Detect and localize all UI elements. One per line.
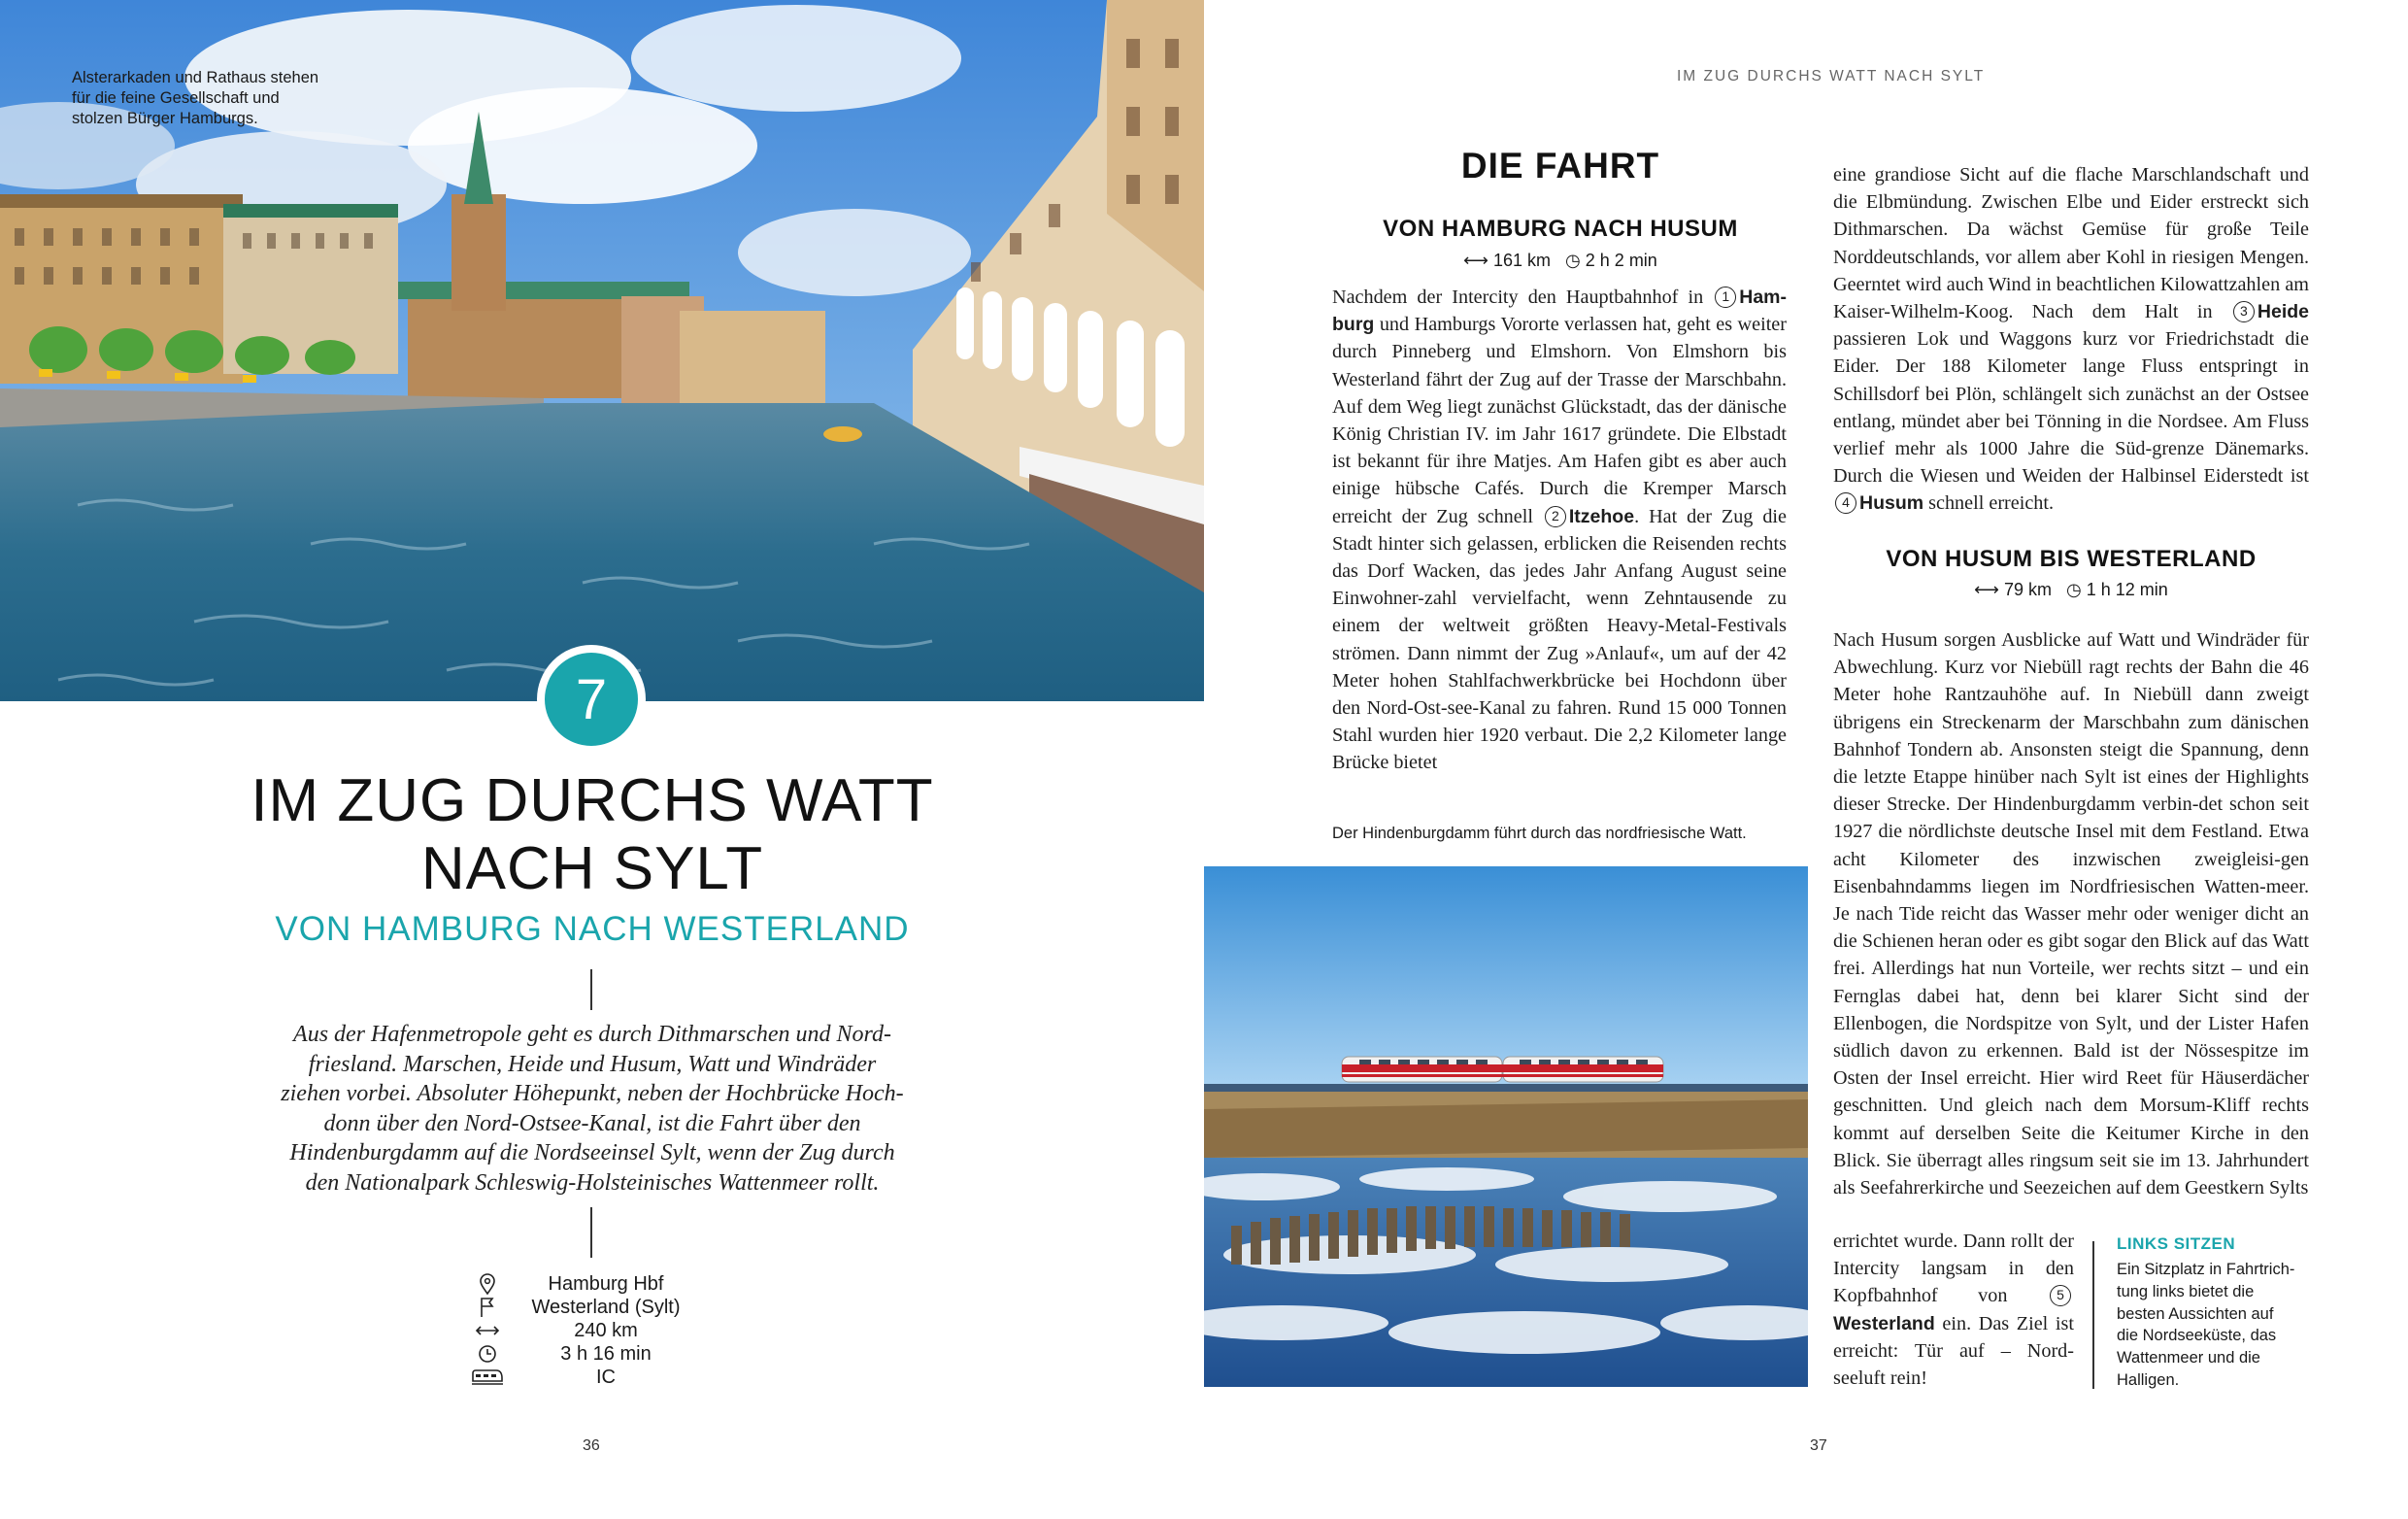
body-text: eine grandiose Sicht auf die flache Marschlandschaft und die Elbmündung. Zwischen Elbe und Eider erstreckt sich Dithmarschen. Da wächst Gemüse für große Teile Norddeutschlands, vor allem aber Kohl in riesigen Mengen. Geerntet wird auch Wind in beachtlichen Kilowattzahlen am Kaiser-Wilhelm-Koog. Nach dem Halt in: [1833, 164, 2309, 323]
fact-train-type-text: IC: [596, 1366, 616, 1388]
stop-name-husum: Husum: [1859, 492, 1924, 515]
body-text: schnell erreicht.: [1923, 492, 2055, 515]
stop-number-marker: 2: [1545, 506, 1566, 527]
train-icon: [466, 1367, 509, 1388]
leg1-meta: [1332, 251, 1789, 271]
body-column-2-lower: [1833, 626, 2309, 1201]
fact-destination-text: Westerland (Sylt): [531, 1296, 681, 1318]
running-head: IM ZUG DURCHS WATT NACH SYLT: [1677, 68, 1986, 84]
fact-start: [466, 1272, 757, 1296]
train-photo-caption: Der Hindenburgdamm führt durch das nordfriesische Watt.: [1332, 825, 1747, 842]
distance-arrow-icon: ⟷: [1463, 251, 1488, 270]
body-column-2-end: [1833, 1228, 2074, 1392]
leg1-title: VON HAMBURG NACH HUSUM: [1383, 216, 1738, 242]
body-paragraph: [1833, 1228, 2074, 1392]
fact-duration: [466, 1342, 757, 1366]
route-facts: [466, 1272, 757, 1389]
leg1-duration: 2 h 2 min: [1585, 251, 1657, 270]
fact-start-text: Hamburg Hbf: [548, 1272, 664, 1295]
body-text: ein. Das Ziel ist erreicht: Tür auf – Nord-seeluft rein!: [1833, 1312, 2074, 1390]
page-number-right: 37: [1810, 1437, 1827, 1454]
distance-arrow-icon: [466, 1320, 509, 1341]
route-title: IM ZUG DURCHS WATT NACH SYLT: [251, 767, 934, 902]
tip-title: LINKS SITZEN: [2117, 1234, 2236, 1253]
leg1-distance: 161 km: [1493, 251, 1552, 270]
clock-icon: [466, 1343, 509, 1365]
right-page: [1204, 0, 2408, 1519]
leg2-duration: 1 h 12 min: [2086, 580, 2168, 599]
section-title: DIE FAHRT: [1460, 146, 1660, 186]
location-pin-icon: [466, 1273, 509, 1295]
divider-rule-bottom: [590, 1207, 592, 1258]
body-text: . Hat der Zug die Stadt hinter sich gelassen, erblicken die Reisenden rechts das Dorf Wacken, das jedes Jahr Anfang August seine Einwohner-zahl vervielfacht, wenn Zehntausende zu einem der weltweit größten Heavy-Metal-Festivals strömen. Dann nimmt der Zug »Anlauf«, um auf der 42 Meter hohen Stahlfachwerkbrücke bei Hochdonn über den Nord-Ost-see-Kanal zu fahren. Rund 15 000 Tonnen Stahl wurden hier 1920 verbaut. Die 2,2 Kilometer lange Brücke bietet: [1332, 505, 1787, 774]
stop-number-marker: 1: [1715, 287, 1736, 308]
stop-name-itzehoe: Itzehoe: [1568, 505, 1635, 527]
leg2-title: VON HUSUM BIS WESTERLAND: [1886, 546, 2257, 572]
stop-number-marker: 5: [2050, 1285, 2071, 1306]
route-intro-text: Aus der Hafenmetropole geht es durch Dithmarschen und Nord- friesland. Marschen, Heide und Husum, Watt und Windräder ziehen vorbei. Absoluter Höhepunkt, neben der Hochbrücke Hoch- donn über den Nord-Ostsee-Kanal, ist die Fahrt über den Hindenburgdamm auf die Nordseeinsel Sylt, wenn der Zug durch den Nationalpark Schleswig-Holsteinisches Wattenmeer rollt.: [281, 1022, 904, 1196]
fact-duration-text: 3 h 16 min: [560, 1342, 652, 1365]
hero-photo-caption: Alsterarkaden und Rathaus stehen für die feine Gesellschaft und stolzen Bürger Hamburgs.: [72, 69, 319, 127]
route-subtitle: VON HAMBURG NACH WESTERLAND: [275, 910, 910, 948]
finish-flag-icon: [466, 1297, 509, 1318]
distance-arrow-icon: ⟷: [1974, 580, 1999, 599]
fact-distance-text: 240 km: [574, 1319, 638, 1341]
body-text: Nachdem der Intercity den Hauptbahnhof in: [1332, 287, 1714, 308]
body-column-2: [1833, 161, 2309, 518]
stop-name-hamburg: Ham-burg: [1332, 287, 1787, 336]
stop-number-marker: 3: [2233, 301, 2255, 322]
body-paragraph: [1833, 161, 2309, 518]
hindenburgdamm-train-photo: [1204, 866, 1808, 1387]
page-number-left: 36: [583, 1437, 600, 1454]
leg2-meta: [1833, 580, 2309, 600]
body-text: passieren Lok und Waggons kurz vor Friedrichstadt die Eider. Der 188 Kilometer lange Fluss entspringt in Schillsdorf bei Plön, schlängelt sich zunächst an der Ostsee entlang, mündet aber bei Tönning in die Nordsee. Am Fluss verlief mehr als 1000 Jahre die Süd-grenze Dänemarks. Durch die Wiesen und Weiden der Halbinsel Eiderstedt ist: [1833, 328, 2309, 488]
body-column-1: [1332, 284, 1787, 777]
body-paragraph: Nach Husum sorgen Ausblicke auf Watt und Windräder für Abwechlung. Kurz vor Niebüll ragt rechts der Bahn die 46 Meter hohe Rantzauhöhe auf. In Niebüll dann zweigt übrigens ein Streckenarm der Marschbahn zum dänischen Bahnhof Tondern ab. Ansonsten steigt die Spannung, denn die letzte Etappe hinüber nach Sylt ist eines der Highlights dieser Strecke. Der Hindenburgdamm verbin-det schon seit 1927 die nördlichste deutsche Insel mit dem Festland. Etwa acht Kilometer des inzwischen zweigleisi-gen Eisenbahndamms liegen im Nordfriesischen Watten-meer. Je nach Tide reicht das Wasser mehr oder weniger dicht an die Schienen heran oder es gibt sogar den Blick auf das Watt frei. Allerdings hat nun Vorteile, wer rechts sitzt – und ein Fernglas dabei hat, denn bei klarer Sicht sind der Ellenbogen, die Nordspitze von Sylt, und der Lister Hafen südlich davon zu erkennen. Bald ist der Nössespitze im Osten der Insel erreicht. Hier wird Reet für Häuserdächer geschnitten. Und gleich nach dem Morsum-Kliff rechts kommt auf derselben Seite die Keitumer Kirche in den Blick. Sie überragt alles ringsum seit sie im 13. Jahrhundert als Seefahrerkirche und Seezeichen auf dem Geestkern Sylts: [1833, 629, 2309, 1199]
stop-number-marker: 4: [1835, 492, 1856, 514]
body-text: errichtet wurde. Dann rollt der Intercity langsam in den Kopfbahnhof von: [1833, 1231, 2074, 1307]
route-number-badge: 7: [537, 645, 646, 754]
tip-divider: [2092, 1241, 2094, 1389]
tip-text: Ein Sitzplatz in Fahrtrich- tung links bietet die besten Aussichten auf die Nordseeküste, das Wattenmeer und die Halligen.: [2117, 1261, 2295, 1389]
fact-destination: [466, 1296, 757, 1319]
leg2-distance: 79 km: [2003, 580, 2053, 599]
divider-rule-top: [590, 969, 592, 1010]
stop-name-westerland: Westerland: [1833, 1312, 1935, 1334]
clock-icon: ◷: [1565, 251, 1581, 270]
fact-train-type: [466, 1366, 757, 1389]
fact-distance: [466, 1319, 757, 1342]
body-text: und Hamburgs Vororte verlassen hat, geht es weiter durch Pinneberg und Elmshorn. Von Elmshorn bis Westerland fährt der Zug auf der Trasse der Marschbahn. Auf dem Weg liegt zunächst Glückstadt, das der dänische König Christian IV. im Jahr 1617 gründete. Die Elbstadt ist bekannt für ihre Matjes. Am Hafen gibt es aber auch einige hübsche Cafés. Durch die Kremper Marsch erreicht der Zug schnell: [1332, 314, 1787, 527]
clock-icon: ◷: [2066, 580, 2082, 599]
stop-name-heide: Heide: [2257, 301, 2309, 323]
